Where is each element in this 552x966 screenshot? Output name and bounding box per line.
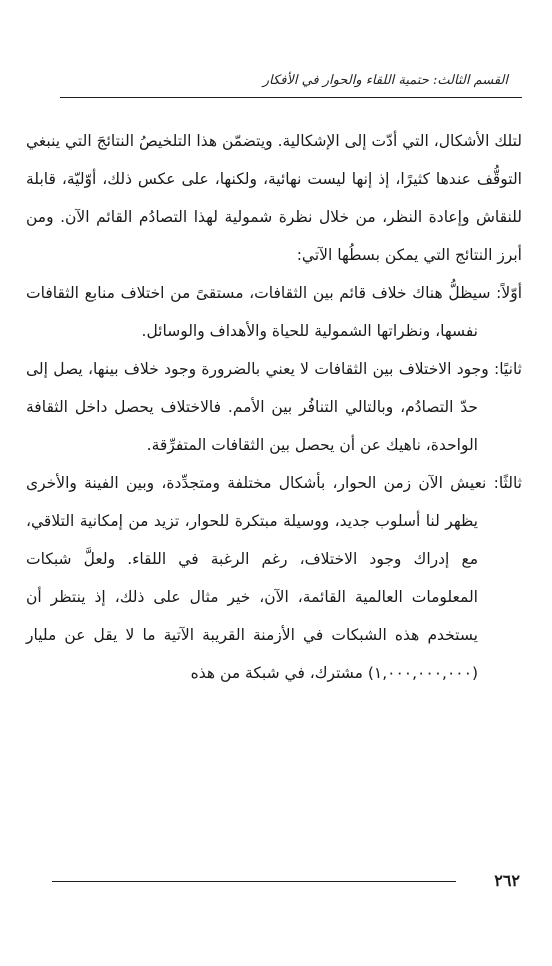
running-header: القسم الثالث: حتمية اللقاء والحوار في الأفكار [262, 73, 508, 88]
list-item-second [26, 350, 522, 464]
page-body [26, 122, 522, 692]
list-item-first [26, 274, 522, 350]
item-label: ثانيًا: [494, 360, 522, 378]
item-text: وجود الاختلاف بين الثقافات لا يعني بالضرورة وجود خلاف بينها، يصل إلى حدّ التصادُم، وبالتالي التنافُر بين الأمم. فالاختلاف يحصل داخل الثقافة الواحدة، ناهيك عن أن يحصل بين الثقافات المتفرِّقة. [26, 360, 489, 454]
item-text: سيظلُّ هناك خلاف قائم بين الثقافات، مستقىً من اختلاف منابع الثقافات نفسها، ونظراتها الشمولية للحياة والأهداف والوسائل. [26, 284, 491, 340]
item-text: نعيش الآن زمن الحوار، بأشكال مختلفة ومتجدِّدة، وبين الفينة والأخرى يظهر لنا أسلوب جديد، ووسيلة مبتكرة للحوار، تزيد من إمكانية التلاقي، مع إدراك وجود الاختلاف، رغم الرغبة في اللقاء. ولعلَّ شبكات المعلومات العالمية القائمة، الآن، خير مثال على ذلك، إذ ينتظر أن يستخدم هذه الشبكات في الأزمنة القريبة الآتية ما لا يقل عن مليار (١,٠٠٠,٠٠٠,٠٠٠) مشترك، في شبكة من هذه [26, 474, 487, 682]
item-label: أوّلاً: [496, 284, 522, 302]
header-divider [60, 97, 522, 98]
page-number: ٢٦٢ [494, 871, 520, 890]
footer-divider [52, 881, 456, 882]
list-item-third [26, 464, 522, 692]
item-label: ثالثًا: [493, 474, 522, 492]
intro-paragraph: لتلك الأشكال، التي أدّت إلى الإشكالية. ويتضمّن هذا التلخيصُ النتائجَ التي ينبغي التوقُّف عندها كثيرًا، إذ إنها ليست نهائية، ولكنها، على عكس ذلك، أوّليّة، قابلة للنقاش وإعادة النظر، من خلال نظرة شمولية لهذا التصادُم القائم الآن. ومن أبرز النتائج التي يمكن بسطُها الآتي: [26, 132, 522, 264]
